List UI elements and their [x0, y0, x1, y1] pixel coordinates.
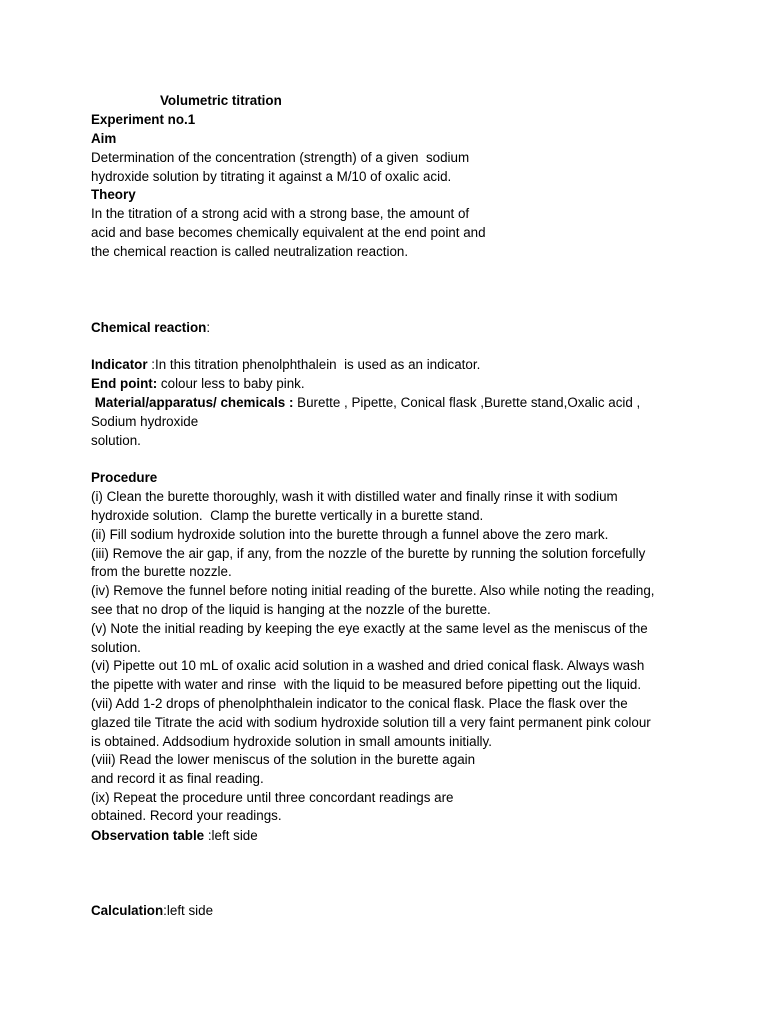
experiment-number: Experiment no.1	[91, 112, 196, 127]
procedure-line: hydroxide solution. Clamp the burette vertically in a burette stand.	[91, 508, 484, 523]
procedure-heading: Procedure	[91, 470, 158, 485]
procedure-line: (viii) Read the lower meniscus of the solution in the burette again	[91, 752, 476, 767]
materials-label: Material/apparatus/ chemicals :	[91, 395, 298, 410]
theory-heading: Theory	[91, 187, 136, 202]
procedure-line: glazed tile Titrate the acid with sodium hydroxide solution till a very faint permanent pink colour	[91, 715, 651, 730]
procedure-line: from the burette nozzle.	[91, 564, 232, 579]
materials-line: Sodium hydroxide	[91, 414, 199, 429]
observation-table-text: :left side	[204, 828, 258, 843]
aim-line: hydroxide solution by titrating it against a M/10 of oxalic acid.	[91, 169, 452, 184]
procedure-line: (ii) Fill sodium hydroxide solution into the burette through a funnel above the zero mark.	[91, 527, 609, 542]
aim-heading: Aim	[91, 131, 117, 146]
chemical-reaction-row	[91, 318, 210, 337]
end-point-row	[91, 374, 305, 393]
theory-line: In the titration of a strong acid with a strong base, the amount of	[91, 206, 470, 221]
procedure-line: the pipette with water and rinse with the liquid to be measured before pipetting out the liquid.	[91, 677, 642, 692]
materials-row	[91, 393, 640, 412]
chemical-reaction-label: Chemical reaction	[91, 320, 207, 335]
end-point-label: End point:	[91, 376, 158, 391]
indicator-row	[91, 355, 480, 374]
observation-table-row	[91, 826, 258, 845]
calculation-row	[91, 901, 213, 920]
end-point-text: colour less to baby pink.	[157, 376, 305, 391]
procedure-line: solution.	[91, 640, 141, 655]
procedure-line: and record it as final reading.	[91, 771, 264, 786]
materials-line: solution.	[91, 433, 141, 448]
procedure-line: (iii) Remove the air gap, if any, from the nozzle of the burette by running the solution forcefully	[91, 546, 646, 561]
document-title: Volumetric titration	[160, 93, 282, 108]
procedure-line: is obtained. Addsodium hydroxide solution in small amounts initially.	[91, 734, 492, 749]
chemical-reaction-text: :	[206, 320, 211, 335]
procedure-line: (i) Clean the burette thoroughly, wash it with distilled water and finally rinse it with sodium	[91, 489, 618, 504]
theory-line: the chemical reaction is called neutralization reaction.	[91, 244, 409, 259]
observation-table-label: Observation table	[91, 828, 205, 843]
procedure-line: see that no drop of the liquid is hanging at the nozzle of the burette.	[91, 602, 491, 617]
aim-line: Determination of the concentration (strength) of a given sodium	[91, 150, 470, 165]
procedure-line: (vi) Pipette out 10 mL of oxalic acid solution in a washed and dried conical flask. Always wash	[91, 658, 645, 673]
indicator-text: :In this titration phenolphthalein is used as an indicator.	[147, 357, 481, 372]
indicator-label: Indicator	[91, 357, 148, 372]
calculation-text: :left side	[163, 903, 214, 918]
procedure-line: (vii) Add 1-2 drops of phenolphthalein indicator to the conical flask. Place the flask over the	[91, 696, 628, 711]
procedure-line: (iv) Remove the funnel before noting initial reading of the burette. Also while noting the reading,	[91, 583, 655, 598]
calculation-label: Calculation	[91, 903, 164, 918]
procedure-line: (ix) Repeat the procedure until three concordant readings are	[91, 790, 454, 805]
procedure-line: obtained. Record your readings.	[91, 808, 282, 823]
procedure-line: (v) Note the initial reading by keeping the eye exactly at the same level as the meniscus of the	[91, 621, 648, 636]
theory-line: acid and base becomes chemically equivalent at the end point and	[91, 225, 486, 240]
materials-text: Burette , Pipette, Conical flask ,Burette stand,Oxalic acid ,	[297, 395, 641, 410]
